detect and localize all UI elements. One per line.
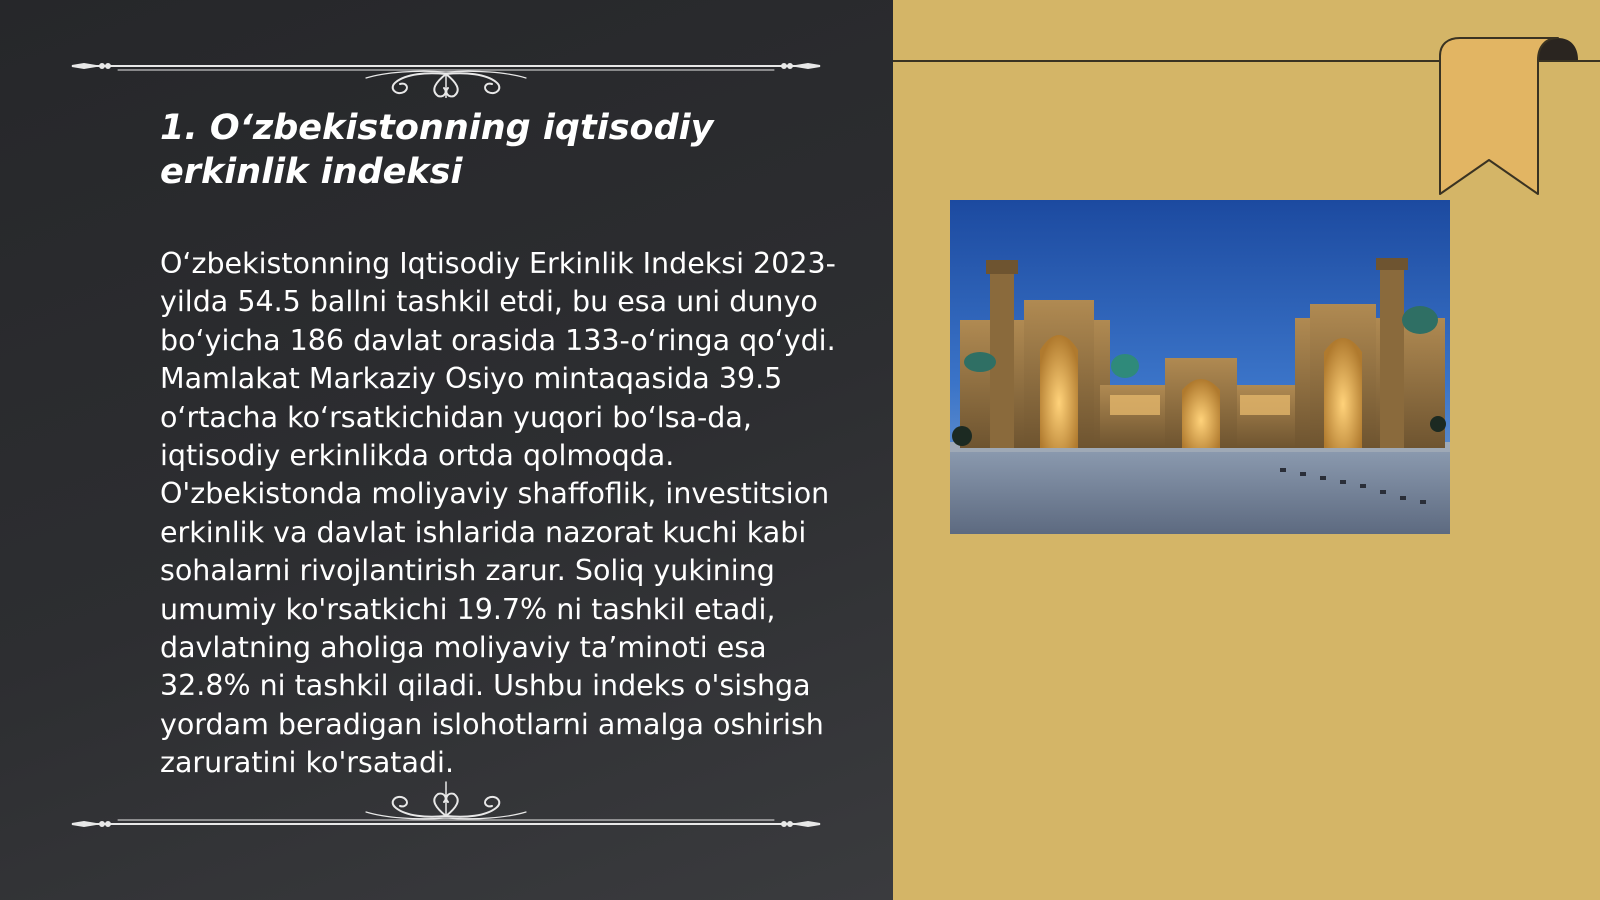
body-paragraph: O‘zbekistonning Iqtisodiy Erkinlik Indeksi 2023-yilda 54.5 ballni tashkil etdi, bu esa uni dunyo bo‘yicha 186 davlat orasida 133-o‘ringa qo‘ydi. Mamlakat Markaziy Osiyo mintaqasida 39.5 o‘rtacha ko‘rsatkichidan yuqori bo‘lsa-da, iqtisodiy erkinlikda ortda qolmoqda. O'zbekistonda moliyaviy shaffoflik, investitsion erkinlik va davlat ishlarida nazorat kuchi kabi sohalarni rivojlantirish zarur. Soliq yukining umumiy ko'rsatkichi 19.7% ni tashkil etadi, davlatning aholiga moliyaviy ta’minoti esa 32.8% ni tashkil qiladi. Ushbu indeks o'sishga yordam beradigan islohotlarni amalga oshirish zaruratini ko'rsatadi.: [160, 247, 836, 780]
slide-title: 1. O‘zbekistonning iqtisodiy erkinlik indeksi: [160, 108, 714, 192]
registan-square-photo: [950, 200, 1450, 534]
bottom-ornament-divider-icon: [66, 778, 826, 838]
bookmark-ribbon-icon: [1434, 34, 1584, 204]
top-ornament-divider-icon: [66, 38, 826, 98]
